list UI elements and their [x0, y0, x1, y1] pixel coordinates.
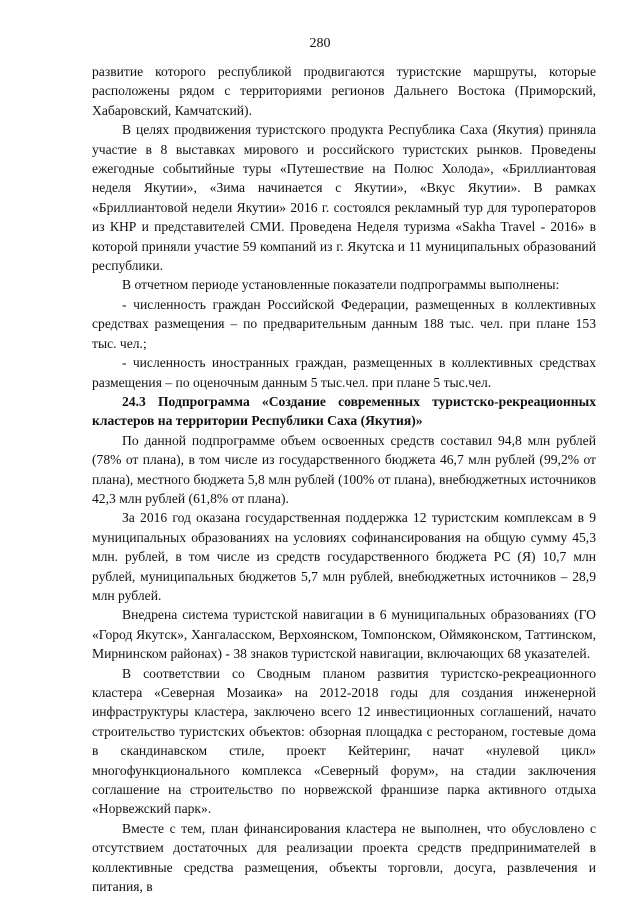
- paragraph-promotion: В целях продвижения туристского продукта Республика Саха (Якутия) приняла участие в 8 выставках мирового и российского туристских рынков. Проведены ежегодные событийные туры «Путешествие на Полюс Холода», «Бриллиантовая неделя Якутии», «Зима начинается с Якутии», «Вкус Якутии». В рамках «Бриллиантовой недели Якутии» 2016 г. состоялся рекламный тур для туроператоров из КНР и представителей СМИ. Проведена Неделя туризма «Sakha Travel - 2016» в которой приняли участие 59 компаний из г. Якутска и 11 муниципальных образований республики.: [92, 122, 596, 274]
- paragraph-navigation: Внедрена система туристской навигации в 6 муниципальных образованиях (ГО «Город Якутск», Хангаласском, Верхоянском, Томпонском, Оймяконском, Таттинском, Мирнинском районах) - 38 знаков туристской навигации, включающих 68 указателей.: [92, 607, 596, 662]
- list-item-russian-citizens: - численность граждан Российской Федерации, размещенных в коллективных средствах размещения – по предварительным данным 188 тыс. чел. при плане 153 тыс. чел.;: [92, 296, 596, 351]
- document-body: [92, 62, 596, 896]
- list-item-foreign-citizens: - численность иностранных граждан, размещенных в коллективных средствах размещения – по оценочным данным 5 тыс.чел. при плане 5 тыс.чел.: [92, 355, 596, 390]
- paragraph-state-support: За 2016 год оказана государственная поддержка 12 туристским комплексам в 9 муниципальных образованиях на условиях софинансирования на общую сумму 45,3 млн. рублей, в том числе из средств государственного бюджета РС (Я) 10,7 млн рублей, муниципальных бюджетов 5,7 млн рублей, внебюджетных источников – 28,9 млн рублей.: [92, 510, 596, 603]
- paragraph-funding: По данной подпрограмме объем освоенных средств составил 94,8 млн рублей (78% от плана), в том числе из государственного бюджета 46,7 млн рублей (99,2% от плана), местного бюджета 5,8 млн рублей (100% от плана), внебюджетных источников 42,3 млн рублей (61,8% от плана).: [92, 432, 596, 506]
- paragraph-financing-issue: Вместе с тем, план финансирования кластера не выполнен, что обусловлено с отсутствием достаточных для реализации проекта средств предпринимателей в коллективные средства размещения, объекты торговли, досуга, развлечения и питания, в: [92, 820, 596, 895]
- section-heading: 24.3 Подпрограмма «Создание современных туристско-рекреационных кластеров на территории Республики Саха (Якутия)»: [92, 393, 596, 429]
- paragraph-continuation: развитие которого республикой продвигаются туристские маршруты, которые расположены рядом с территориями регионов Дальнего Востока (Приморский, Хабаровский, Камчатский).: [92, 64, 596, 118]
- paragraph-indicators-intro: В отчетном периоде установленные показатели подпрограммы выполнены:: [122, 277, 560, 293]
- page-number: 280: [309, 36, 331, 51]
- paragraph-cluster-plan: В соответствии со Сводным планом развития туристско-рекреационного кластера «Северная Мозаика» на 2012-2018 годы для создания инженерной инфраструктуры кластера, заключено всего 12 инвестиционных соглашений, начато строительство туристских объектов: обзорная площадка с рестораном, гостевые дома в скандинавском стиле, проект Кейтеринг, начат «нулевой цикл» многофункционального комплекса «Северный форум», на стадии заключения соглашение на строительство по норвежской франшизе парка активного отдыха «Норвежский парк».: [92, 665, 596, 817]
